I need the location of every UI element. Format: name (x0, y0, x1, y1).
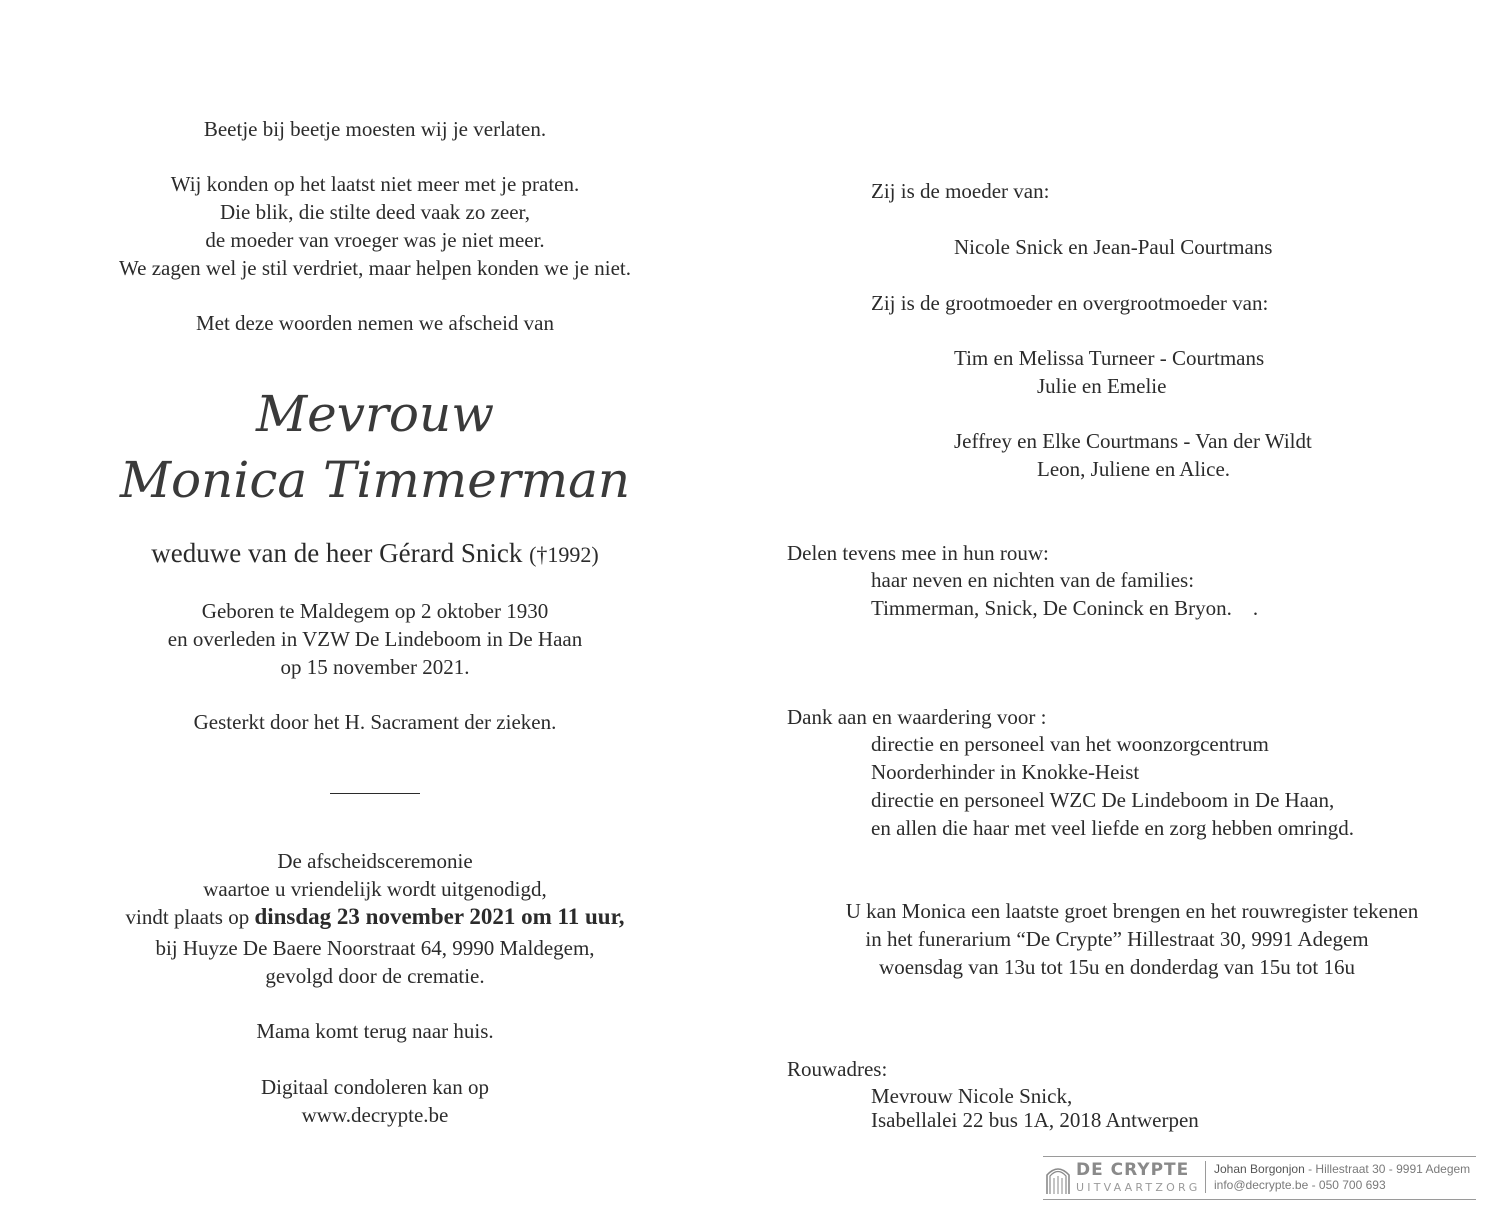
birth-line-2: en overleden in VZW De Lindeboom in De Haan (167, 627, 583, 651)
poem-line-1: Beetje bij beetje moesten wij je verlaten. (203, 117, 547, 141)
deceased-title: Mevrouw (255, 385, 495, 443)
visit-line-1: U kan Monica een laatste groet brengen en het rouwregister tekenen (845, 899, 1419, 923)
condole-website: www.decrypte.be (301, 1103, 449, 1127)
visit-line-3: woensdag van 13u tot 15u en donderdag van 15u tot 16u (879, 955, 1355, 979)
contact-name: Johan Borgonjon (1214, 1162, 1305, 1176)
contact-line-1 (1214, 1162, 1470, 1176)
mother-of-heading: Zij is de moeder van: (871, 179, 1050, 203)
divider-rule (330, 793, 420, 794)
home-line: Mama komt terug naar huis. (256, 1019, 494, 1043)
thanks-line-1: directie en personeel van het woonzorgcentrum (871, 732, 1269, 756)
poem-line-5: We zagen wel je stil verdriet, maar helpen konden we je niet. (118, 256, 632, 280)
ceremony-line-3 (0, 903, 750, 931)
farewell-intro: Met deze woorden nemen we afscheid van (195, 311, 554, 335)
ceremony-line-5: gevolgd door de crematie. (265, 964, 485, 988)
children-line: Nicole Snick en Jean-Paul Courtmans (954, 235, 1273, 259)
thanks-line-2: Noorderhinder in Knokke-Heist (871, 760, 1140, 784)
widow-year: (†1992) (529, 542, 599, 567)
share-line-2: Timmerman, Snick, De Coninck en Bryon. . (871, 596, 1259, 620)
share-heading: Delen tevens mee in hun rouw: (787, 541, 1049, 565)
family-2-kids: Leon, Juliene en Alice. (1037, 457, 1231, 481)
condole-line-1: Digitaal condoleren kan op (260, 1075, 489, 1099)
sacrament-line: Gesterkt door het H. Sacrament der zieken. (193, 710, 557, 734)
poem-line-4: de moeder van vroeger was je niet meer. (205, 228, 545, 252)
footer-separator (1205, 1161, 1206, 1193)
birth-line-1: Geboren te Maldegem op 2 oktober 1930 (201, 599, 549, 623)
poem-line-3: Die blik, die stilte deed vaak zo zeer, (220, 200, 530, 224)
ceremony-line-2: waartoe u vriendelijk wordt uitgenodigd, (203, 877, 547, 901)
contact-address: - Hillestraat 30 - 9991 Adegem (1304, 1162, 1471, 1176)
poem-line-2: Wij konden op het laatst niet meer met je praten. (170, 172, 580, 196)
thanks-heading: Dank aan en waardering voor : (787, 705, 1047, 729)
widow-text: weduwe van de heer Gérard Snick (151, 538, 523, 568)
family-1-kids: Julie en Emelie (1037, 374, 1167, 398)
ceremony-prefix: vindt plaats op (125, 905, 255, 929)
grandmother-heading: Zij is de grootmoeder en overgrootmoeder van: (871, 291, 1269, 315)
visit-line-2: in het funerarium “De Crypte” Hillestraat 30, 9991 Adegem (865, 927, 1369, 951)
crypte-arch-icon (1046, 1163, 1070, 1195)
address-street: Isabellalei 22 bus 1A, 2018 Antwerpen (871, 1108, 1199, 1132)
share-line-1: haar neven en nichten van de families: (871, 568, 1195, 592)
birth-line-3: op 15 november 2021. (280, 655, 470, 679)
family-2: Jeffrey en Elke Courtmans - Van der Wildt (954, 429, 1312, 453)
thanks-line-4: en allen die haar met veel liefde en zorg hebben omringd. (871, 816, 1354, 840)
logo-subtitle: UITVAARTZORG (1076, 1181, 1201, 1194)
ceremony-line-4: bij Huyze De Baere Noorstraat 64, 9990 Maldegem, (155, 936, 595, 960)
ceremony-date: dinsdag 23 november 2021 om 11 uur, (254, 904, 625, 929)
thanks-line-3: directie en personeel WZC De Lindeboom in De Haan, (871, 788, 1335, 812)
family-1: Tim en Melissa Turneer - Courtmans (954, 346, 1265, 370)
ceremony-line-1: De afscheidsceremonie (277, 849, 473, 873)
deceased-name: Monica Timmerman (119, 451, 631, 509)
address-name: Mevrouw Nicole Snick, (871, 1084, 1073, 1108)
contact-line-2[interactable]: info@decrypte.be - 050 700 693 (1214, 1178, 1386, 1192)
footer-top-rule (1043, 1156, 1476, 1157)
address-heading: Rouwadres: (787, 1057, 888, 1081)
logo-title: DE CRYPTE (1076, 1160, 1190, 1180)
widow-line (0, 536, 750, 572)
footer-bottom-rule (1043, 1199, 1476, 1200)
